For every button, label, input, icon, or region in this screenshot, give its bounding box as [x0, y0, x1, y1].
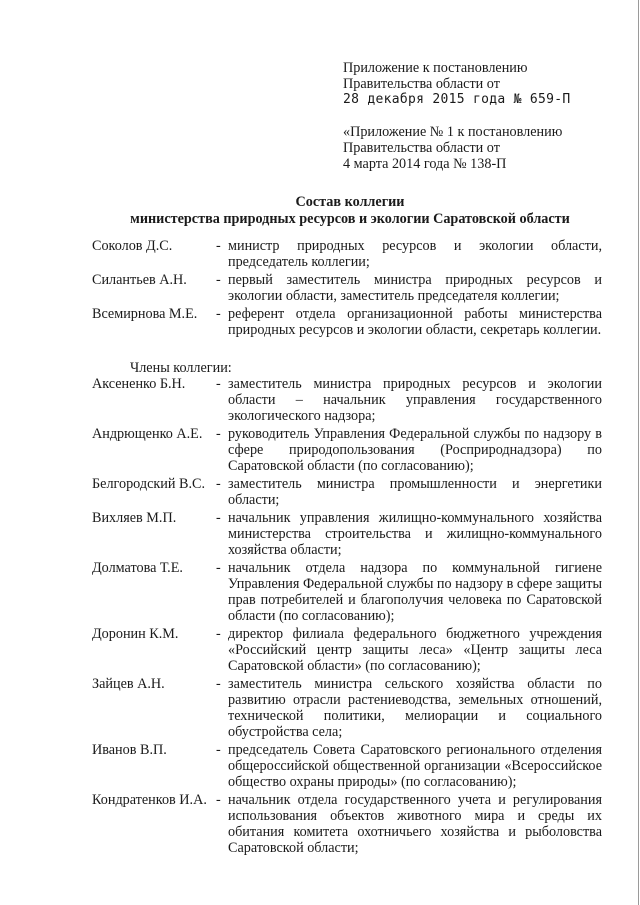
member-name: Иванов В.П.	[92, 742, 167, 758]
list-item	[92, 306, 602, 338]
member-role: председатель Совета Саратовского регионального отделения общероссийской общественной организации «Всероссийское общество охраны природы» (по согласованию);	[228, 742, 602, 790]
member-name: Вихляев М.П.	[92, 510, 177, 526]
list-item	[92, 272, 602, 304]
members-heading: Члены коллегии:	[130, 360, 232, 376]
member-name: Доронин К.М.	[92, 626, 179, 642]
dash: -	[216, 676, 221, 692]
list-item	[92, 742, 602, 790]
member-role: референт отдела организационной работы министерства природных ресурсов и экологии области, секретарь коллегии.	[228, 306, 602, 338]
member-role: директор филиала федерального бюджетного учреждения «Российский центр защиты леса» «Центр защиты леса Саратовской области» (по согласованию);	[228, 626, 602, 674]
list-item	[92, 792, 602, 856]
title-line: министерства природных ресурсов и экологии Саратовской области	[130, 211, 570, 227]
dash: -	[216, 238, 221, 254]
member-name: Аксененко Б.Н.	[92, 376, 186, 392]
list-item	[92, 238, 602, 270]
document-title	[100, 194, 600, 228]
dash: -	[216, 376, 221, 392]
header-line: Приложение к постановлению	[343, 60, 528, 76]
member-role: начальник управления жилищно-коммунального хозяйства министерства строительства и жилищно-коммунального хозяйства области;	[228, 510, 602, 558]
member-role: заместитель министра сельского хозяйства области по развитию отрасли растениеводства, земельных отношений, технической политики, мелиорации и социального обустройства села;	[228, 676, 602, 740]
dash: -	[216, 476, 221, 492]
header-line: Правительства области от	[343, 140, 500, 156]
title-line: Состав коллегии	[295, 194, 405, 210]
list-item	[92, 376, 602, 424]
member-name: Белгородский В.С.	[92, 476, 206, 492]
list-item	[92, 560, 602, 624]
dash: -	[216, 272, 221, 288]
member-role: руководитель Управления Федеральной службы по надзору в сфере природопользования (Росприроднадзора) по Саратовской области (по согласованию);	[228, 426, 602, 474]
header-line: 4 марта 2014 года № 138-П	[343, 156, 507, 172]
member-role: заместитель министра природных ресурсов и экологии области – начальник управления государственного экологического надзора;	[228, 376, 602, 424]
member-name: Всемирнова М.Е.	[92, 306, 198, 322]
member-role: начальник отдела надзора по коммунальной гигиене Управления Федеральной службы по надзору в сфере защиты прав потребителей и благополучия человека по Саратовской области (по согласованию);	[228, 560, 602, 624]
dash: -	[216, 560, 221, 576]
page-edge	[638, 0, 639, 905]
member-role: начальник отдела государственного учета и регулирования использования объектов животного мира и среды их обитания комитета охотничьего хозяйства и рыболовства Саратовской области;	[228, 792, 602, 856]
list-item	[92, 626, 602, 674]
header-line: Правительства области от	[343, 76, 500, 92]
dash: -	[216, 306, 221, 322]
member-name: Андрющенко А.Е.	[92, 426, 203, 442]
header-line: «Приложение № 1 к постановлению	[343, 124, 563, 140]
board-composition	[92, 238, 602, 856]
member-role: заместитель министра промышленности и энергетики области;	[228, 476, 602, 508]
list-item	[92, 476, 602, 508]
member-name: Зайцев А.Н.	[92, 676, 165, 692]
list-item	[92, 510, 602, 558]
appendix-header	[343, 60, 623, 172]
member-role: министр природных ресурсов и экологии области, председатель коллегии;	[228, 238, 602, 270]
dash: -	[216, 792, 221, 808]
dash: -	[216, 626, 221, 642]
dash: -	[216, 510, 221, 526]
dash: -	[216, 742, 221, 758]
list-item	[92, 426, 602, 474]
header-line-date: 28 декабря 2015 года № 659-П	[343, 92, 571, 107]
member-name: Долматова Т.Е.	[92, 560, 183, 576]
member-name: Силантьев А.Н.	[92, 272, 187, 288]
member-name: Соколов Д.С.	[92, 238, 173, 254]
member-name: Кондратенков И.А.	[92, 792, 207, 808]
dash: -	[216, 426, 221, 442]
member-role: первый заместитель министра природных ресурсов и экологии области, заместитель председателя коллегии;	[228, 272, 602, 304]
list-item	[92, 676, 602, 740]
